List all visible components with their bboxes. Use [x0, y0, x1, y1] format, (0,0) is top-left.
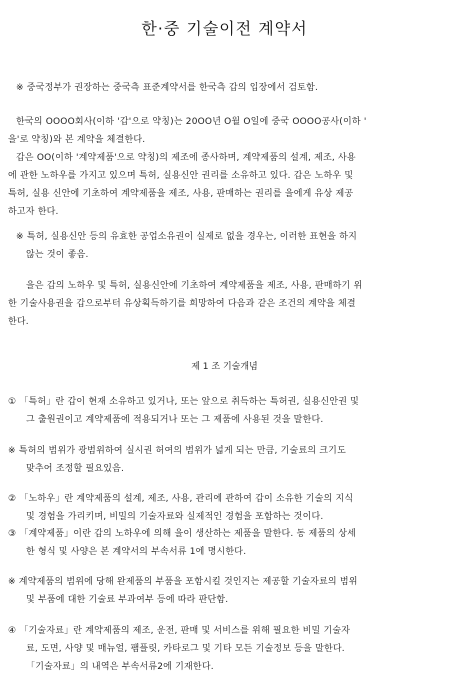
note-line: 맞추어 조정할 필요있음. — [26, 464, 125, 474]
definition-contract-product — [8, 525, 436, 561]
note-line: ※ 특허, 실용신안 등의 유효한 공업소유권이 실제로 없을 경우는, 이러한 표현을 하지 — [16, 232, 358, 242]
text-line: 한 기술사용권을 갑으로부터 유상획득하기를 희망하여 다음과 같은 조건의 계약을 체결 — [8, 299, 356, 309]
text-line: 에 관한 노하우를 가지고 있으며 특허, 실용신안 권리를 소유하고 있다. 갑은 노하우 및 — [8, 171, 354, 181]
note-line: ※ 특허의 범위가 광범위하여 실시권 허여의 범위가 넓게 되는 만큼, 기술료의 크기도 — [8, 446, 346, 456]
text-line: 그 출원권이고 계약제품에 적용되거나 또는 그 제품에 사용된 것을 말한다. — [26, 415, 324, 425]
text-line: 특허, 실용 신안에 기초하여 계약제품을 제조, 사용, 판매하는 권리를 을에게 유상 제공 — [8, 189, 354, 199]
article-heading: 제 1 조 기술개념 — [191, 362, 258, 372]
text-line: ② 「노하우」란 계약제품의 설계, 제조, 사용, 관리에 관하여 갑이 소유한 기술의 지식 — [8, 494, 354, 504]
note-line: 및 부품에 대한 기술료 부과여부 등에 따라 판단함. — [26, 595, 229, 605]
text-line: 을'로 약칭)와 본 계약을 체결한다. — [8, 135, 146, 145]
note-line: ※ 계약제품의 범위에 당해 완제품의 부품을 포함시킬 것인지는 제공할 기술자료의 범위 — [8, 577, 358, 587]
text-line: ③ 「계약제품」이란 갑의 노하우에 의해 을이 생산하는 제품을 말한다. 동 제품의 상세 — [8, 529, 357, 539]
text-line: 하고자 한다. — [8, 207, 59, 217]
note-review-perspective — [8, 79, 436, 97]
contract-purpose — [8, 277, 436, 331]
text-line: 및 경험을 가리키며, 비밀의 기술자료와 실제적인 경험을 포함하는 것이다. — [26, 512, 324, 522]
contract-preamble — [8, 113, 436, 221]
text-line: 「기술자료」의 내역은 부속서류2에 기재한다. — [26, 662, 214, 672]
text-line: 료, 도면, 사양 및 매뉴얼, 팸플릿, 카타로그 및 기타 모든 기술정보 등을 말한다. — [26, 644, 345, 654]
text-line: 한 형식 및 사양은 본 계약서의 부속서류 1에 명시한다. — [26, 547, 247, 557]
definition-technical-data — [8, 622, 436, 676]
text-line: ① 「특허」란 갑이 현재 소유하고 있거나, 또는 앞으로 취득하는 특허권, 실용신안권 및 — [8, 397, 360, 407]
definition-knowhow — [8, 490, 436, 526]
text-line: ④ 「기술자료」란 계약제품의 제조, 운전, 판매 및 서비스를 위해 필요한 비밀 기술자 — [8, 626, 351, 636]
note-line: 않는 것이 좋음. — [26, 250, 89, 260]
note-line: ※ 중국정부가 권장하는 중국측 표준계약서를 한국측 갑의 입장에서 검토함. — [16, 83, 319, 93]
definition-patent — [8, 393, 436, 429]
text-line: 갑은 OO(이하 '계약제품'으로 약칭)의 제조에 종사하며, 계약제품의 설계, 제조, 사용 — [16, 153, 356, 163]
note-patent-expression — [8, 228, 436, 264]
note-patent-scope — [8, 442, 436, 478]
note-product-scope — [8, 573, 436, 609]
text-line: 을은 갑의 노하우 및 특허, 실용신안에 기초하여 계약제품을 제조, 사용, 판매하기 위 — [26, 281, 363, 291]
text-line: 한국의 OOOO회사(이하 '갑'으로 약칭)는 20OO년 O월 O일에 중국 OOOO공사(이하 ' — [16, 117, 367, 127]
document-title: 한·중 기술이전 계약서 — [141, 19, 308, 38]
text-line: 한다. — [8, 317, 29, 327]
